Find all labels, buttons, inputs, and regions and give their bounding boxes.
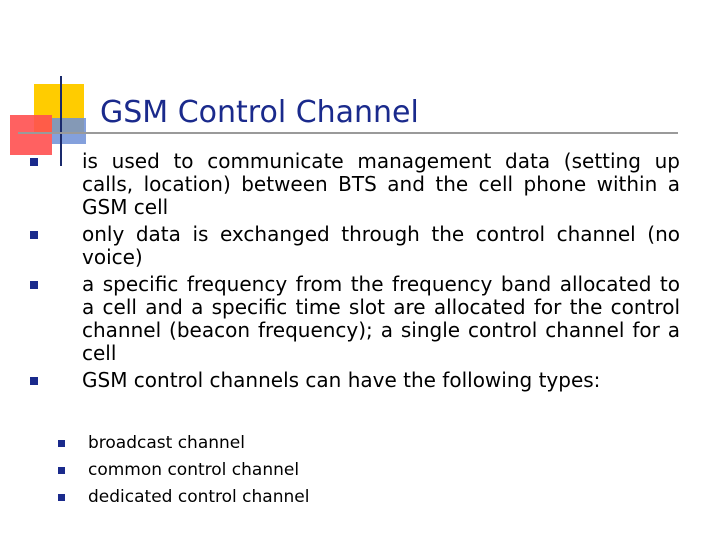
decor-blue-square (52, 118, 86, 144)
slide-title: GSM Control Channel (100, 95, 419, 130)
bullet-item (30, 150, 680, 219)
bullet-text: a specific frequency from the frequency band allocated to a cell and a specific time slot are allocated for the control channel (beacon frequency); a single control channel for a cell (82, 272, 680, 365)
sub-bullet-square-icon (58, 467, 65, 474)
bullet-item (30, 273, 680, 365)
bullet-list (30, 150, 680, 396)
sub-bullet-square-icon (58, 494, 65, 501)
bullet-square-icon (30, 377, 38, 385)
bullet-text: only data is exchanged through the control channel (no voice) (82, 222, 680, 269)
bullet-item (30, 369, 680, 392)
bullet-text: is used to communicate management data (setting up calls, location) between BTS and the cell phone within a GSM cell (82, 149, 680, 219)
sub-bullet-text: common control channel (88, 460, 300, 480)
sub-bullet-item (58, 430, 558, 457)
bullet-square-icon (30, 231, 38, 239)
title-divider (18, 132, 678, 134)
sub-bullet-item (58, 457, 558, 484)
bullet-item (30, 223, 680, 269)
sub-bullet-list (58, 430, 558, 511)
sub-bullet-item (58, 484, 558, 511)
decor-red-square (10, 115, 52, 155)
sub-bullet-square-icon (58, 440, 65, 447)
sub-bullet-text: broadcast channel (88, 433, 245, 453)
bullet-text: GSM control channels can have the following types: (82, 368, 601, 392)
bullet-square-icon (30, 158, 38, 166)
bullet-square-icon (30, 281, 38, 289)
sub-bullet-text: dedicated control channel (88, 487, 310, 507)
